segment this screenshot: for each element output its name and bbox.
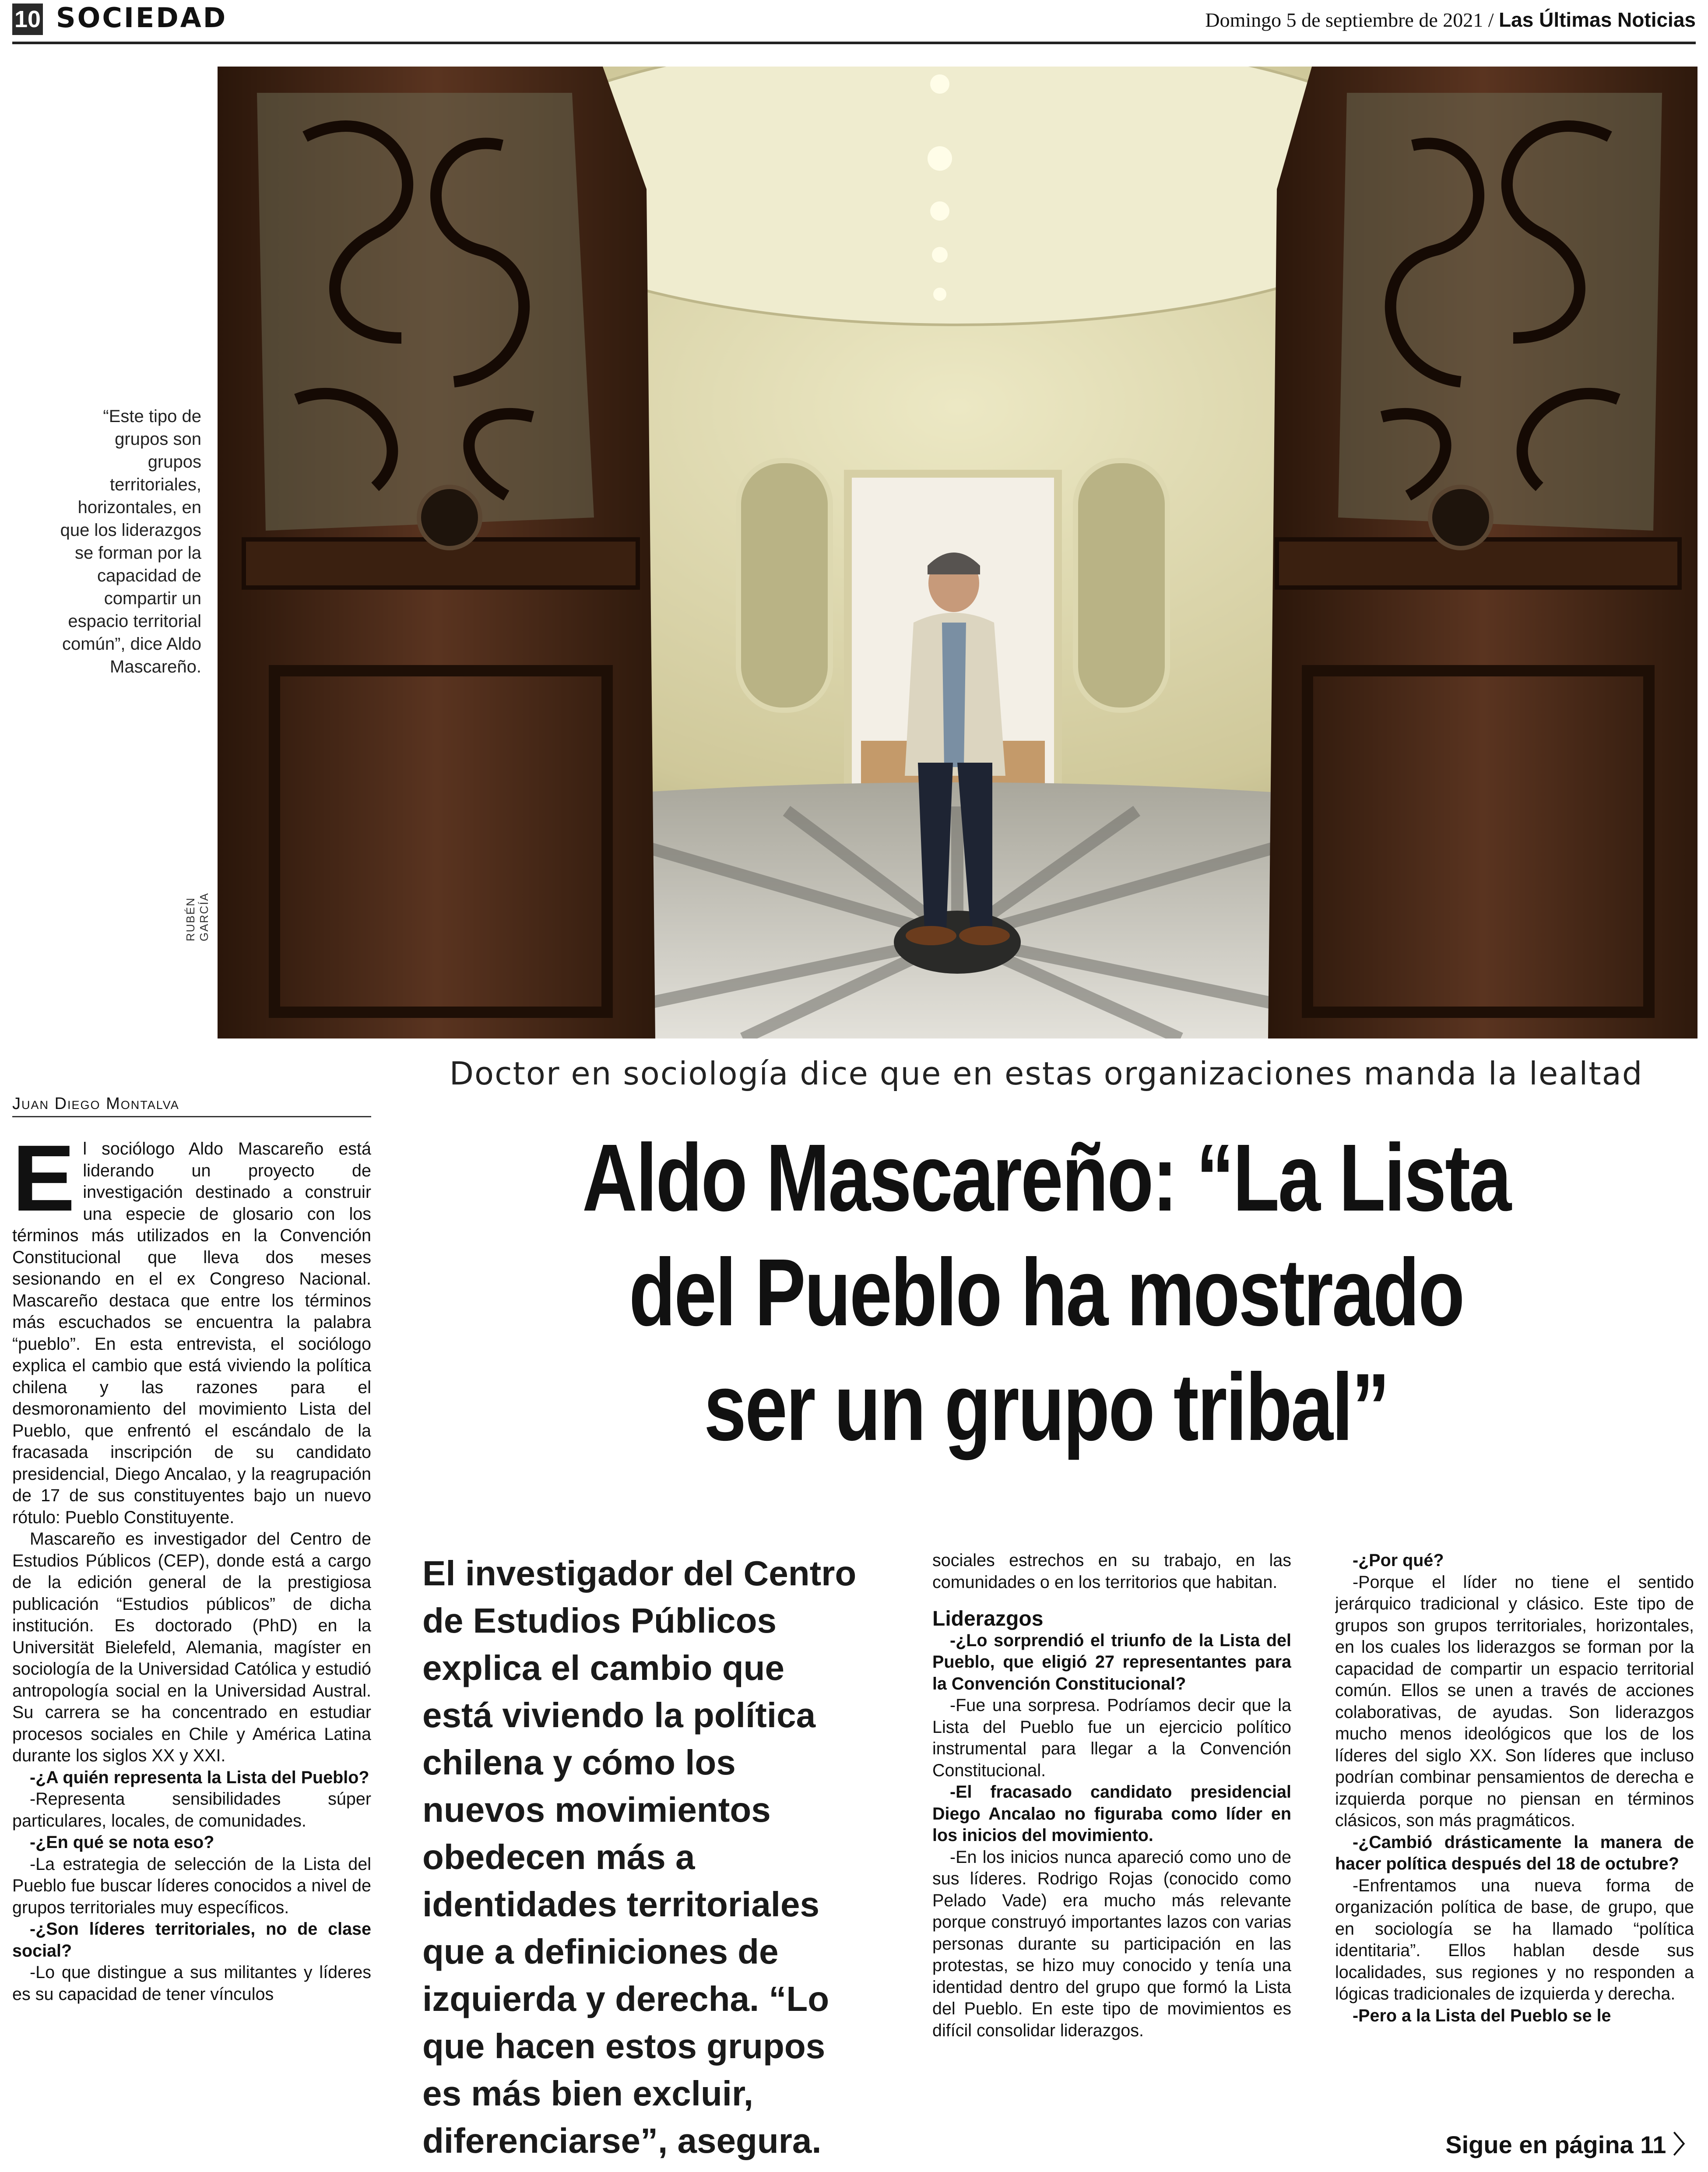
drop-cap: E [12,1138,75,1231]
kicker: Doctor en sociología dice que en estas organizaciones manda la lealtad [449,1055,1643,1092]
article-column-3 [932,1550,1291,2172]
interview-question: -¿A quién representa la Lista del Pueblo? [30,1767,369,1787]
section-title: SOCIEDAD [56,2,228,34]
issue-date: Domingo 5 de septiembre de 2021 / [1205,9,1494,31]
headline-line: del Pueblo ha mostrado [629,1239,1464,1346]
article-column-4 [1335,1550,1694,2119]
page-number: 10 [12,4,43,35]
interview-question: -¿Lo sorprendió el triunfo de la Lista del Pueblo, que eligió 27 representantes para la Convención Constitucional? [932,1630,1291,1693]
interview-answer: -Porque el líder no tiene el sentido jerárquico tradicional y clásico. Este tipo de grupos son grupos territoriales, horizontales, en los cuales los liderazgos se forman por la capacidad de compartir un espacio territorial común. Ellos se unen a través de acciones colaborativas, de ayudas. Son liderazgos mucho menos ideológicos que los de los líderes del siglo XX. Son líderes que incluso podrían combinar pensamientos de derecha e izquierda porque no piensan en términos clásicos, son más pragmáticos. [1335,1572,1694,1830]
interview-answer: sociales estrechos en su trabajo, en las comunidades o en los territorios que habitan. [932,1551,1291,1592]
article-deck: El investigador del Centro de Estudios Públicos explica el cambio que está viviendo la política chilena y cómo los nuevos movimientos obedecen más a identidades territoriales que a definiciones de izquierda y derecha. “Lo que hacen estos grupos es más bien excluir, diferenciarse”, asegura. [422,1554,857,2160]
byline: Juan Diego Montalva [12,1095,371,1117]
interview-answer: -Enfrentamos una nueva forma de organización política de base, de grupo, que en sociología se ha llamado “política identitaria”. Ellos hablan desde sus localidades, sus regiones y no responden a lógicas tradicionales de izquierda y derecha. [1335,1876,1694,2003]
main-photo [218,67,1697,1038]
article-column-1 [12,1138,371,2172]
headline [524,1121,1568,1465]
continued-on-page-link[interactable]: Sigue en página 11 〉 [1445,2131,1697,2158]
interview-answer: -Fue una sorpresa. Podríamos decir que la Lista del Pueblo fue un ejercicio político instrumental para llegar a la Convención Constitucional. [932,1696,1291,1780]
subheading: Liderazgos [932,1607,1044,1630]
paragraph: l sociólogo Aldo Mascareño está liderando un proyecto de investigación destinado a construir una especie de glosario con los términos más utilizados en la Convención Constitucional que lleva dos meses sesionando en el ex Congreso Nacional. Mascareño destaca que entre los términos más escuchados se encuentra la palabra “pueblo”. En esta entrevista, el sociólogo explica el cambio que está viviendo la política chilena y las razones para el desmoronamiento del movimiento Lista del Pueblo, que enfrentó el escándalo de la fracasada inscripción de su candidato presidencial, Diego Ancalao, y la reagrupación de 17 de sus constituyentes bajo un nuevo rótulo: Pueblo Constituyente. [12,1139,371,1527]
masthead [12,0,1696,44]
interview-question: -¿Son líderes territoriales, no de clase social? [12,1919,371,1961]
paragraph: Mascareño es investigador del Centro de Estudios Públicos (CEP), donde está a cargo de la edición general de la prestigiosa publicación “Estudios públicos” de dicha institución. Es doctorado (PhD) en la Universität Bielefeld, Alemania, magíster en sociología de la Universidad Católica y estudió antropología social en la Universidad Austral. Su carrera se ha concentrado en estudiar procesos sociales en Chile y América Latina durante los siglos XX y XXI. [12,1529,371,1765]
photo-credit: RUBÉN GARCÍA [184,892,211,941]
interview-answer: -Representa sensibilidades súper particulares, locales, de comunidades. [12,1789,371,1831]
headline-line: ser un grupo tribal” [704,1354,1388,1461]
dateline [1205,8,1696,32]
publication-name: Las Últimas Noticias [1499,8,1696,31]
headline-line: Aldo Mascareño: “La Lista [582,1125,1510,1231]
interview-question: -Pero a la Lista del Pueblo se le [1353,2006,1611,2025]
interview-question: -¿Cambió drásticamente la manera de hacer política después del 18 de octubre? [1335,1832,1694,1873]
interview-answer: -La estrategia de selección de la Lista del Pueblo fue buscar líderes conocidos a nivel de grupos territoriales muy específicos. [12,1854,371,1917]
interview-question: -El fracasado candidato presidencial Diego Ancalao no figuraba como líder en los inicios del movimiento. [932,1782,1291,1845]
photo-caption: “Este tipo de grupos son grupos territoriales, horizontales, en que los liderazgos se forman por la capacidad de compartir un espacio territorial común”, dice Aldo Mascareño. [60,407,201,676]
interview-answer: -Lo que distingue a sus militantes y líderes es su capacidad de tener vínculos [12,1963,371,2004]
interview-answer: -En los inicios nunca apareció como uno de sus líderes. Rodrigo Rojas (conocido como Pelado Vade) era mucho más relevante porque construyó importantes lazos con varias personas durante su participación en las protestas, se hizo muy conocido y tenía una identidad dentro del grupo que formó la Lista del Pueblo. En este tipo de movimientos es difícil consolidar liderazgos. [932,1847,1291,2040]
interview-question: -¿En qué se nota eso? [30,1833,214,1852]
interview-question: -¿Por qué? [1353,1551,1444,1570]
